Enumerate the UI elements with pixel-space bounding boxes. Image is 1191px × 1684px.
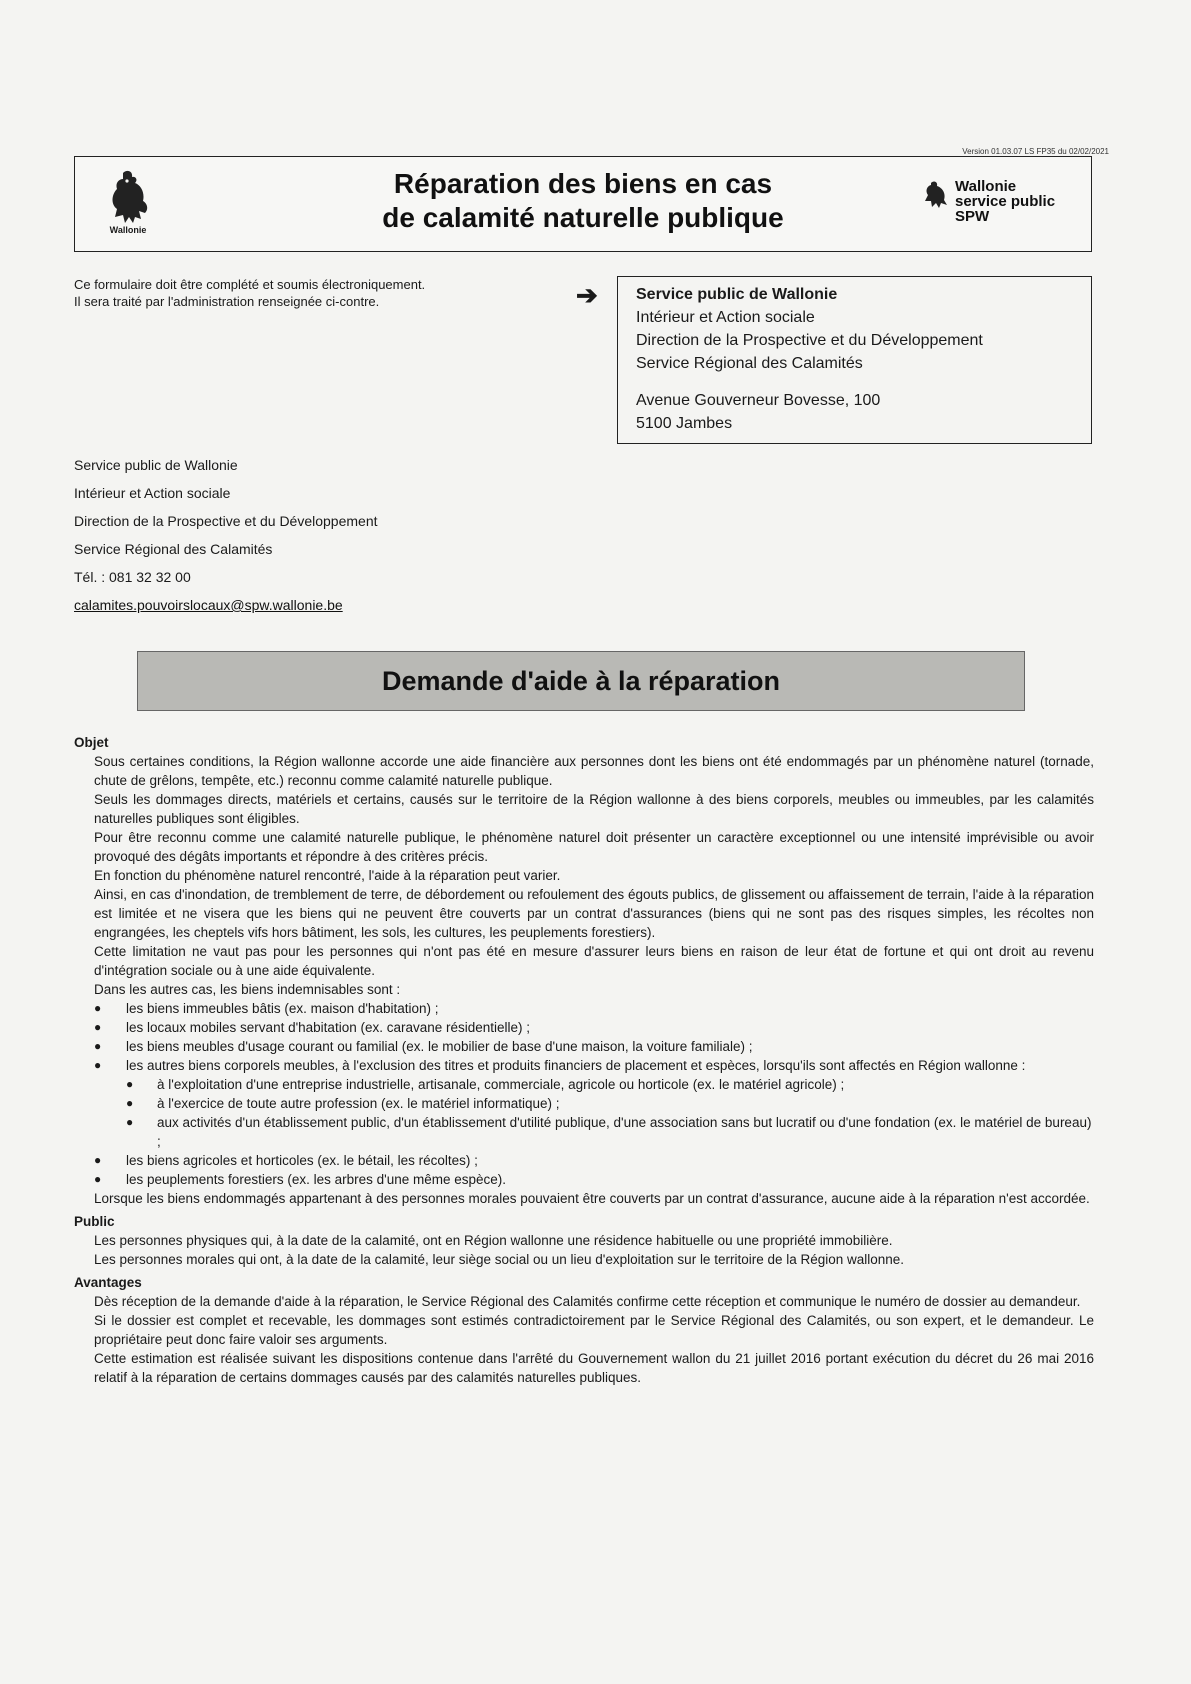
rooster-icon xyxy=(105,169,151,225)
eligible-goods-sublist xyxy=(74,1075,1094,1151)
addr-line-4: Service Régional des Calamités xyxy=(636,355,863,372)
paragraph: Sous certaines conditions, la Région wallonne accorde une aide financière aux personnes dont les biens ont été endommagés par un phénomène naturel (tornade, chute de grêlons, tempête, etc.) reconnu comme calamité naturelle publique. xyxy=(94,754,1094,788)
intro-line-2: Il sera traité par l'administration renseignée ci-contre. xyxy=(74,294,380,309)
addr-line-3: Direction de la Prospective et du Développement xyxy=(636,332,983,349)
list-item: ● à l'exploitation d'une entreprise industrielle, artisanale, commerciale, agricole ou horticole (ex. le matériel agricole) ; xyxy=(74,1075,1094,1094)
objet-content xyxy=(74,752,1094,999)
administration-address-box xyxy=(617,276,1092,444)
contact-block xyxy=(74,451,378,619)
intro-line-1: Ce formulaire doit être complété et soumis électroniquement. xyxy=(74,277,426,292)
form-body xyxy=(74,733,1094,1387)
list-item: ● les biens agricoles et horticoles (ex. le bétail, les récoltes) ; xyxy=(74,1151,1094,1170)
addr-street: Avenue Gouverneur Bovesse, 100 xyxy=(636,392,881,409)
title-line-2: de calamité naturelle publique xyxy=(382,202,784,233)
spw-line-2: service public xyxy=(955,193,1056,210)
paragraph: En fonction du phénomène naturel rencontré, l'aide à la réparation peut varier. xyxy=(94,868,561,883)
list-item: ● les autres biens corporels meubles, à l'exclusion des titres et produits financiers de placement et espèces, lorsqu'ils sont affectés en Région wallonne : xyxy=(74,1056,1094,1075)
spw-rooster-icon xyxy=(921,179,951,209)
objet-content-end xyxy=(74,1189,1094,1208)
document-title xyxy=(275,167,891,235)
addr-city: 5100 Jambes xyxy=(636,415,733,432)
contact-line-4: Service Régional des Calamités xyxy=(74,541,273,557)
paragraph: Cette limitation ne vaut pas pour les personnes qui n'ont pas été en mesure d'assurer leurs biens en raison de leur état de fortune et qui ont droit au revenu d'intégration sociale ou à une aide équivalente. xyxy=(94,944,1094,978)
eligible-goods-list xyxy=(74,999,1094,1075)
paragraph: Lorsque les biens endommagés appartenant à des personnes morales pouvaient être couverts par un contrat d'assurance, aucune aide à la réparation n'est accordée. xyxy=(94,1191,1090,1206)
paragraph: Les personnes physiques qui, à la date de la calamité, ont en Région wallonne une résidence habituelle ou une propriété immobilière. xyxy=(94,1233,893,1248)
paragraph: Ainsi, en cas d'inondation, de tremblement de terre, de débordement ou refoulement des égouts publics, de glissement ou affaissement de terrain, l'aide à la réparation est limitée et ne visera que les biens qui ne peuvent être couverts par un contrat d'assurances (biens qui ne sont pas des risques simples, les récoltes non engrangées, les cheptels vifs hors bâtiment, les sols, les cultures, les peuplements forestiers). xyxy=(94,887,1094,940)
paragraph: Seuls les dommages directs, matériels et certains, causés sur le territoire de la Région wallonne à des biens corporels, meubles ou immeubles, par les calamités naturelles publiques sont éligibles. xyxy=(94,792,1094,826)
request-banner: Demande d'aide à la réparation xyxy=(137,651,1025,711)
list-item: ● les locaux mobiles servant d'habitation (ex. caravane résidentielle) ; xyxy=(74,1018,1094,1037)
section-heading-avantages: Avantages xyxy=(74,1275,142,1290)
spw-logo xyxy=(921,178,1071,225)
contact-tel: Tél. : 081 32 32 00 xyxy=(74,569,191,585)
wallonie-logo xyxy=(93,169,163,245)
arrow-right-icon: ➔ xyxy=(576,280,598,310)
addr-line-2: Intérieur et Action sociale xyxy=(636,309,815,326)
avantages-content xyxy=(74,1292,1094,1387)
spw-logo-text xyxy=(955,179,1055,224)
list-item: ● les biens immeubles bâtis (ex. maison d'habitation) ; xyxy=(74,999,1094,1018)
list-item: ● aux activités d'un établissement public, d'un établissement d'utilité publique, d'une association sans but lucratif ou d'une fondation (ex. le matériel de bureau) ; xyxy=(74,1113,1094,1151)
spw-line-1: Wallonie xyxy=(955,178,1017,195)
document-header xyxy=(74,156,1092,252)
contact-line-3: Direction de la Prospective et du Développement xyxy=(74,513,378,529)
intro-note xyxy=(74,276,544,310)
contact-line-2: Intérieur et Action sociale xyxy=(74,485,231,501)
addr-name: Service public de Wallonie xyxy=(636,286,838,303)
wallonie-logo-text: Wallonie xyxy=(109,225,147,235)
paragraph: Dès réception de la demande d'aide à la réparation, le Service Régional des Calamités confirme cette réception et communique le numéro de dossier au demandeur. xyxy=(94,1294,1081,1309)
title-line-1: Réparation des biens en cas xyxy=(393,168,773,199)
list-item: ● à l'exercice de toute autre profession (ex. le matériel informatique) ; xyxy=(74,1094,1094,1113)
paragraph: Les personnes morales qui ont, à la date de la calamité, leur siège social ou un lieu d'exploitation sur le territoire de la Région wallonne. xyxy=(94,1252,905,1267)
paragraph: Dans les autres cas, les biens indemnisables sont : xyxy=(94,982,401,997)
paragraph: Pour être reconnu comme une calamité naturelle publique, le phénomène naturel doit présenter un caractère exceptionnel ou une intensité imprévisible ou avoir provoqué des dégâts importants et répondre à des critères précis. xyxy=(94,830,1094,864)
eligible-goods-list-continued xyxy=(74,1151,1094,1189)
list-item: ● les peuplements forestiers (ex. les arbres d'une même espèce). xyxy=(74,1170,1094,1189)
contact-email-link[interactable]: calamites.pouvoirslocaux@spw.wallonie.be xyxy=(74,597,343,613)
contact-line-1: Service public de Wallonie xyxy=(74,457,238,473)
public-content xyxy=(74,1231,1094,1269)
paragraph: Si le dossier est complet et recevable, les dommages sont estimés contradictoirement par le Service Régional des Calamités, ou son expert, et le demandeur. Le propriétaire peut donc faire valoir ses arguments. xyxy=(94,1313,1094,1347)
version-label: Version 01.03.07 LS FP35 du 02/02/2021 xyxy=(962,147,1109,156)
list-item: ● les biens meubles d'usage courant ou familial (ex. le mobilier de base d'une maison, la voiture familiale) ; xyxy=(74,1037,1094,1056)
section-heading-public: Public xyxy=(74,1214,115,1229)
paragraph: Cette estimation est réalisée suivant les dispositions contenue dans l'arrêté du Gouvernement wallon du 21 juillet 2016 portant exécution du décret du 26 mai 2016 relatif à la réparation de certains dommages causés par des calamités naturelles publiques. xyxy=(94,1351,1094,1385)
section-heading-objet: Objet xyxy=(74,735,109,750)
spw-line-3: SPW xyxy=(955,208,990,225)
